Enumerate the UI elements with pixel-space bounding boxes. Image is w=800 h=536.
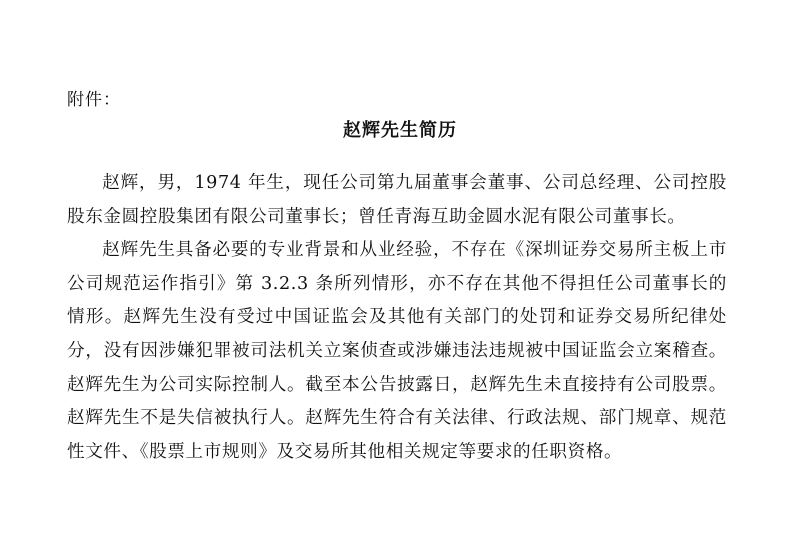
paragraph-basic-info: 赵辉，男，1974 年生，现任公司第九届董事会董事、公司总经理、公司控股股东金圆控股集团有限公司董事长；曾任青海互助金圆水泥有限公司董事长。	[67, 173, 727, 227]
resume-body	[67, 167, 727, 469]
resume-title: 赵辉先生简历	[343, 120, 457, 141]
attachment-label: 附件：	[67, 90, 121, 110]
paragraph-qualifications: 赵辉先生具备必要的专业背景和从业经验，不存在《深圳证券交易所主板上市公司规范运作指引》第 3.2.3 条所列情形，亦不存在其他不得担任公司董事长的情形。赵辉先生没有受过中国证监会及其他有关部门的处罚和证券交易所纪律处分，没有因涉嫌犯罪被司法机关立案侦查或涉嫌违法违规被中国证监会立案稽查。赵辉先生为公司实际控制人。截至本公告披露日，赵辉先生未直接持有公司股票。赵辉先生不是失信被执行人。赵辉先生符合有关法律、行政法规、部门规章、规范性文件、《股票上市规则》及交易所其他相关规定等要求的任职资格。	[67, 240, 727, 462]
